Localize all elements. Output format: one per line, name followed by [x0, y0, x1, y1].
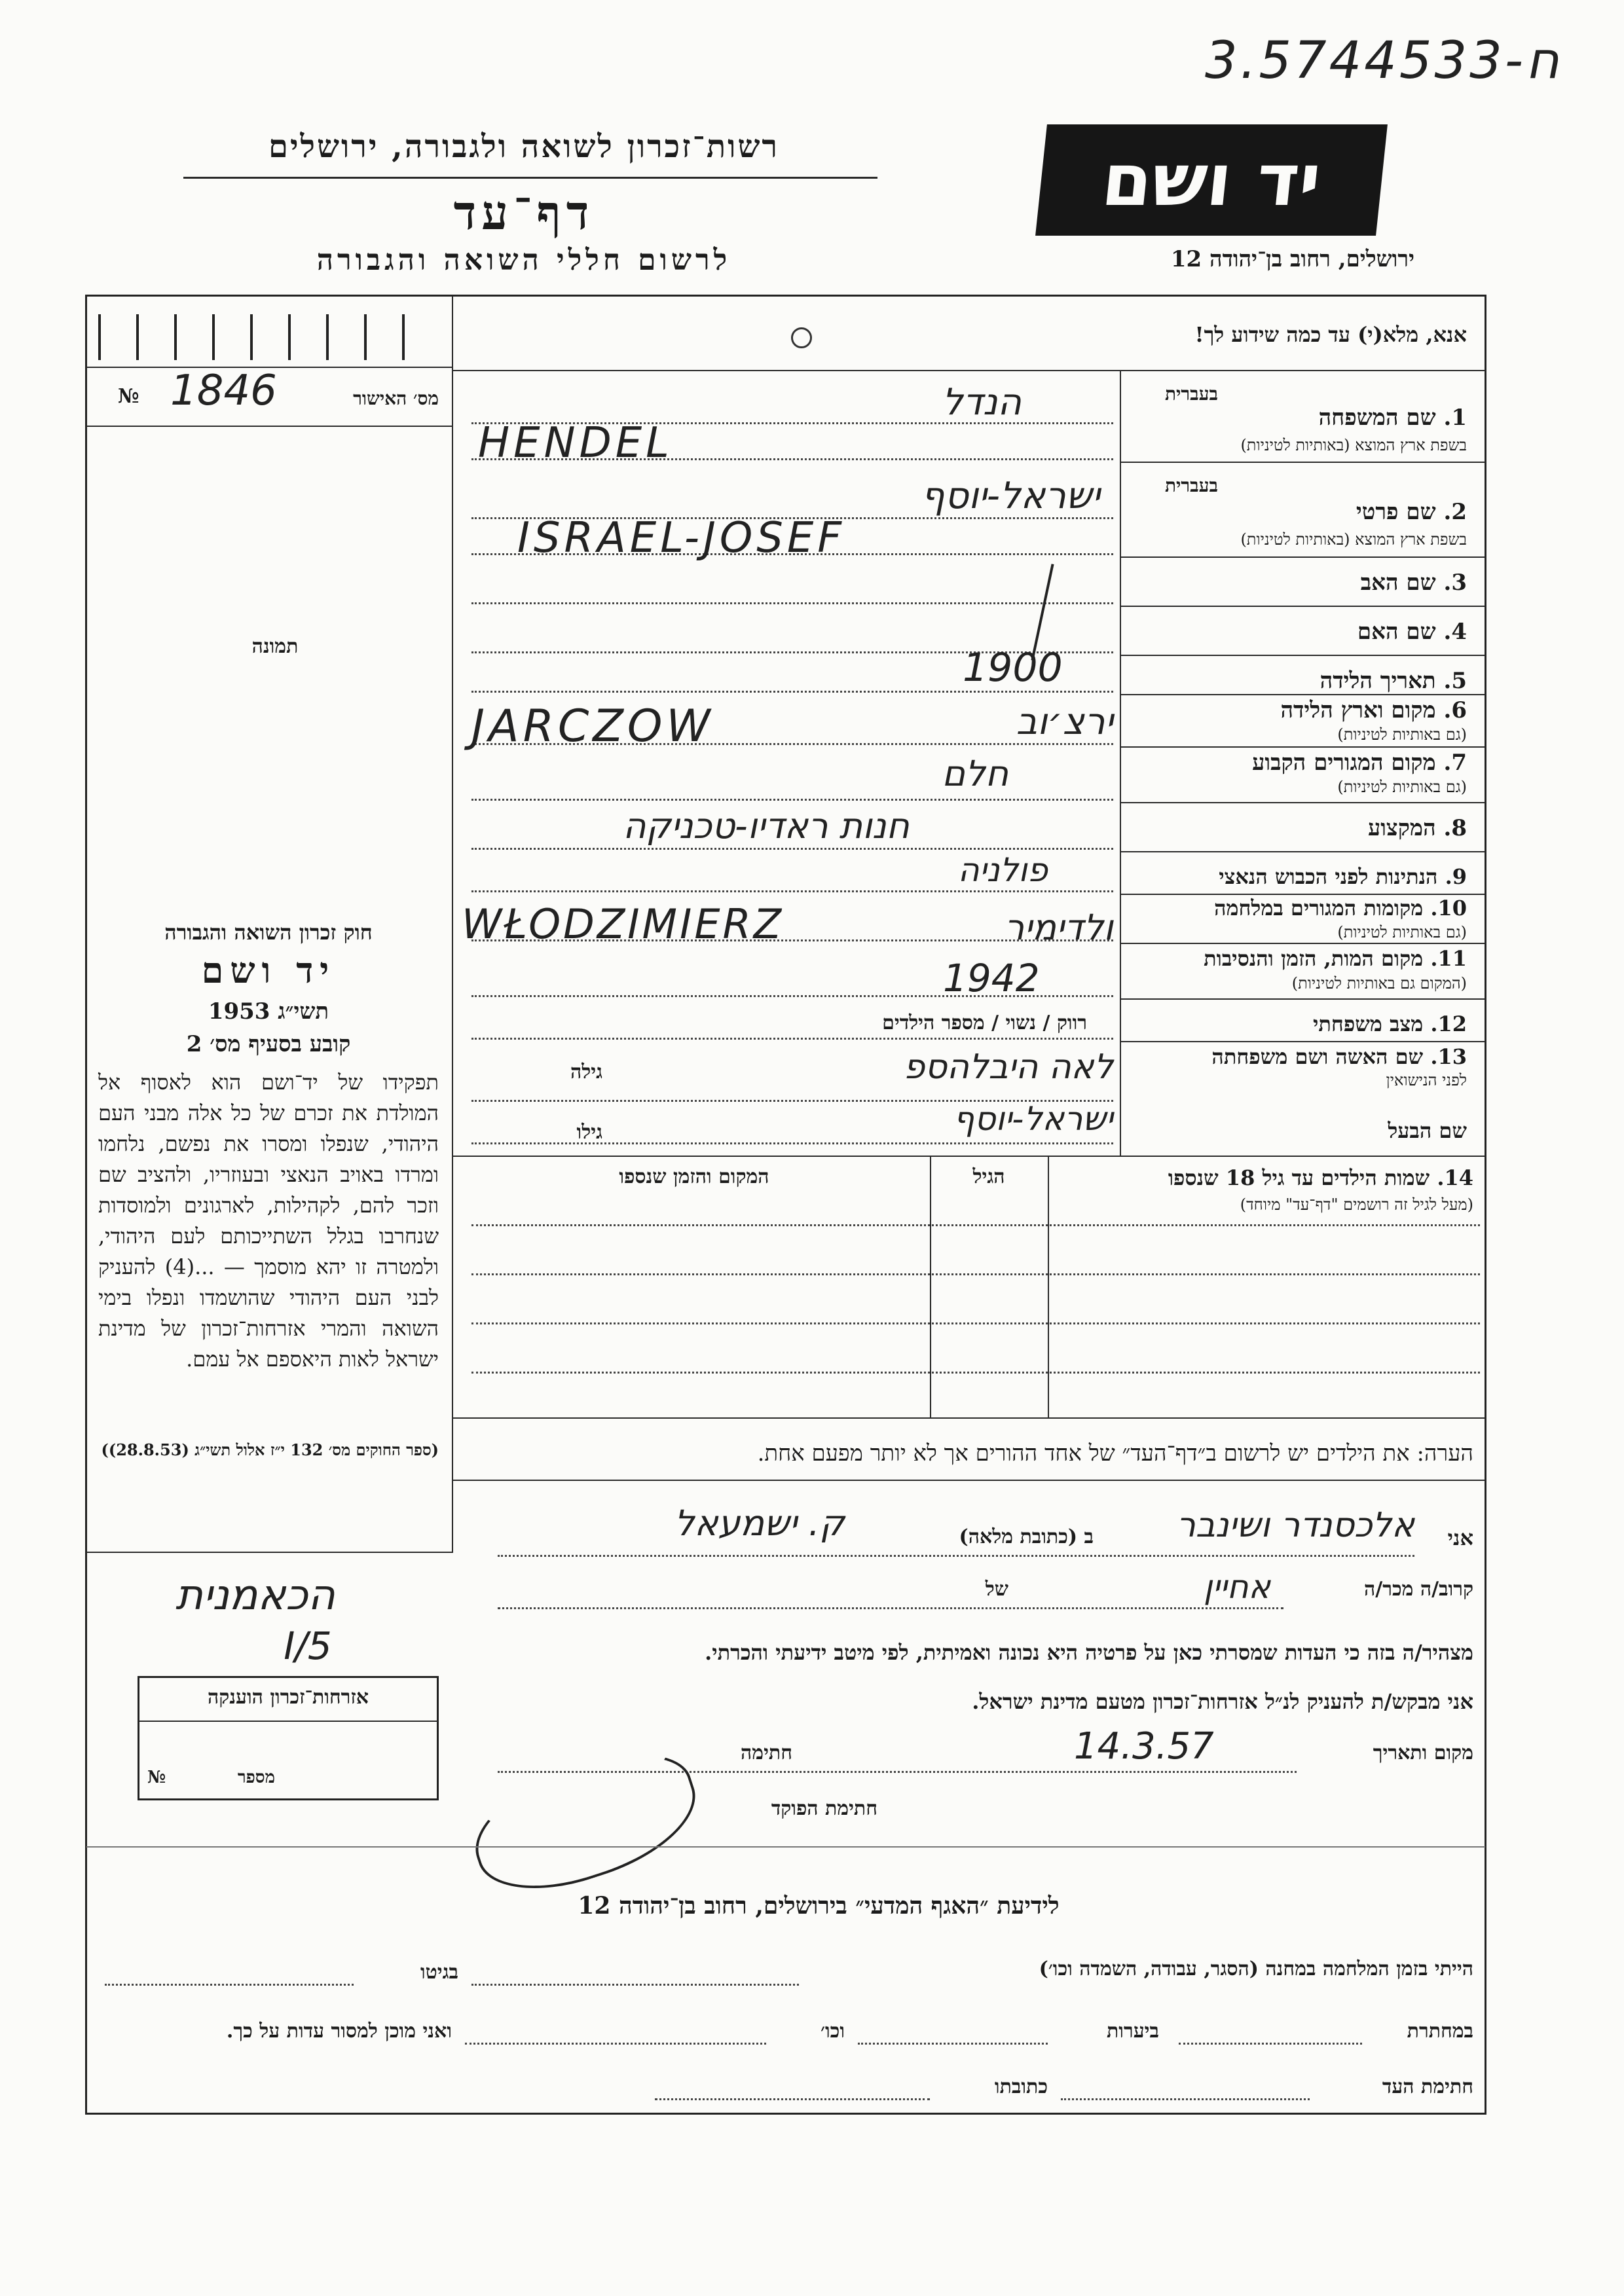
instruction: אנא, מלא(י) עד כמה שידוע לך! — [1194, 322, 1467, 347]
field-10-label: 10. מקומות המגורים במלחמה — [1214, 896, 1467, 920]
official-signature-label: חתימת הפוקד — [771, 1797, 877, 1820]
given-he: ישראל-יוסף — [921, 475, 1100, 517]
law-text: תפקידו של יד־ושם הוא לאסוף אל המולדת את זכרם של כל אלה מבני העם היהודי, שנפלו ומסרו את נפשם, נלחמו ומרדו באויב הנאצי ובעוזריו, ולהציב שם וזכר להם, לקהילות, לארגונים ולמוסדות שנחרבו בגלל השתייכותם לעם היהודי, ולמטרה זו יהא מוסמך — ...(4) להעניק לבני העם היהודי שהושמדו ונפלו בימי השואה והמרי אזרחות־זכרון של מדינת ישראל לאות היאספם אל עמם. — [98, 1070, 439, 1372]
citizenship-box-number: מספר — [237, 1768, 275, 1787]
husband-age-label: גילו — [576, 1121, 602, 1144]
wife-age-label: גילה — [570, 1061, 602, 1084]
approval-label: מס׳ האישור — [353, 388, 439, 409]
footer-notice: לידיעת ״האגף המדעי״ בירושלים, רחוב בן־יהודה 12 — [578, 1892, 1060, 1920]
husband-name: ישראל-יוסף — [953, 1100, 1113, 1138]
footer-line2-c: וכו׳ — [821, 2020, 845, 2043]
handwritten-note: הכאמנית — [175, 1571, 335, 1620]
field-12-label: 12. מצב משפחתי — [1313, 1011, 1467, 1036]
birthplace-lat: JARCZOW — [471, 701, 714, 752]
field-7-label: 7. מקום המגורים הקבוע — [1252, 750, 1467, 776]
hebrew-tag-1: בעברית — [1164, 383, 1218, 405]
note: הערה: את הילדים יש לרשום ב״דף־העד״ של אחד ההורים אך לא יותר מפעם אחת. — [757, 1440, 1473, 1467]
birth-year: 1900 — [963, 645, 1063, 691]
marital-options: רווק / נשוי / מספר הילדים — [882, 1011, 1087, 1034]
tick-strip — [98, 314, 432, 360]
field-6-sub: (גם באותיות לטיניות) — [1337, 725, 1467, 744]
field-11-sub: (המקום גם באותיות לטיניות) — [1291, 974, 1467, 993]
no-symbol: № — [118, 385, 139, 408]
law-name: יד ושם — [201, 949, 336, 991]
hebrew-tag-2: בעברית — [1164, 475, 1218, 496]
surname-lat: HENDEL — [478, 419, 673, 467]
children-age-header: הגיל — [972, 1165, 1005, 1188]
photo-label: תמונה — [251, 635, 299, 658]
logo — [1035, 124, 1388, 236]
footer-line3-b: כתובתו — [994, 2075, 1048, 2098]
field-11-label: 11. מקום המות, הזמן והנסיבות — [1204, 946, 1467, 971]
relation: אחיין — [1203, 1568, 1270, 1606]
field-14-label: 14. שמות הילדים עד גיל 18 שנספו — [1168, 1165, 1473, 1190]
field-2-sub: בשפת ארץ המוצא (באותיות לטיניות) — [1240, 530, 1467, 549]
field-6-label: 6. מקום וארץ הלידה — [1280, 697, 1467, 723]
form-subtitle: לרשום חללי השואה והגבורה — [316, 244, 731, 277]
declare-text: מצהיר/ה בזה כי העדות שמסרתי כאן על פרטיה היא נכונה ואמיתית, לפי מיטב ידיעתי והכרתי. — [705, 1640, 1473, 1665]
surname-he: הנדל — [942, 381, 1022, 424]
given-lat: ISRAEL-JOSEF — [517, 514, 846, 562]
field-4-label: 4. שם האם — [1357, 619, 1467, 645]
citizenship-box-title: אזרחות־זכרון הוענקה — [207, 1686, 369, 1709]
birthplace-he: ירצ׳וב — [1016, 701, 1113, 743]
place-date-label: מקום ותאריך — [1373, 1741, 1473, 1764]
footer-line2-a: במחתרת — [1407, 2020, 1473, 2043]
field-3-label: 3. שם האב — [1360, 570, 1467, 596]
relative-label: קרוב/ה מכר/ה — [1364, 1578, 1473, 1601]
file-number: 3.ח-5744533 — [1205, 31, 1562, 90]
of-label: של — [985, 1578, 1008, 1601]
declarant-name: אלכסנדר ושינבר — [1176, 1506, 1414, 1545]
org-line: רשות־זכרון לשואה ולגבורה, ירושלים — [268, 128, 780, 165]
field-8-label: 8. המקצוע — [1367, 815, 1467, 841]
footer-line2-b: ביערות — [1106, 2020, 1159, 2043]
wartime-lat: WŁODZIMIERZ — [462, 900, 784, 948]
footer-line1-b: בגיטו — [420, 1961, 458, 1984]
field-13-label: 13. שם האשה ושם משפחתה — [1211, 1044, 1467, 1069]
address: ירושלים, רחוב בן־יהודה 12 — [1170, 246, 1414, 272]
field-2-label: 2. שם פרטי — [1356, 499, 1467, 525]
law-year: תשי״ג 1953 — [208, 998, 329, 1025]
handwritten-code: I/5 — [284, 1624, 332, 1668]
law-clause: קובע בסעיף מס׳ 2 — [186, 1031, 351, 1057]
field-13-sub: לפני הנישואין — [1386, 1071, 1467, 1089]
request-text: אני מבקש/ת להעניק לנ״ל אזרחות־זכרון מטעם מדינת ישראל. — [972, 1689, 1473, 1714]
footer-line3-a: חתימת העד — [1382, 2075, 1473, 2098]
death-year: 1942 — [943, 956, 1040, 1000]
husband-label: שם הבעל — [1388, 1118, 1467, 1143]
logo-text: יד ושם — [1098, 138, 1325, 222]
field-1-sub: בשפת ארץ המוצא (באותיות לטיניות) — [1240, 436, 1467, 454]
ani-label: אני — [1447, 1525, 1473, 1550]
field-5-label: 5. תאריך הלידה — [1320, 668, 1467, 694]
field-9-label: 9. הנתינות לפני הכבוש הנאצי — [1219, 864, 1467, 889]
law-source: (ספר החוקים מס׳ 132 י״ז אלול תשי״ג (28.8.53)) — [101, 1440, 439, 1459]
field-14-sub: (מעל לגיל זה רושמים "דף־עד" מיוחד) — [1240, 1195, 1473, 1214]
seal-icon — [791, 327, 812, 348]
place-date: 14.3.57 — [1074, 1725, 1214, 1768]
signature-label: חתימה — [741, 1741, 792, 1764]
approval-number: 1846 — [170, 367, 277, 415]
profession: חנות ראדיו-טכניקה — [623, 805, 910, 847]
residence: חלם — [942, 753, 1008, 794]
children-place-header: המקום והזמן שנספו — [619, 1165, 769, 1188]
declarant-address: ק. ישמעאל — [674, 1503, 845, 1544]
resident-label: ב (כתובת מלאה) — [959, 1525, 1094, 1548]
footer-line1-a: הייתי בזמן המלחמה במחנה (הסגר, עבודה, השמדה וכו׳) — [1039, 1958, 1473, 1980]
law-title: חוק זכרון השואה והגבורה — [164, 920, 373, 945]
form-title: דף־עד — [453, 185, 595, 240]
field-7-sub: (גם באותיות לטיניות) — [1337, 778, 1467, 796]
wartime-he: ולדימיר — [1004, 907, 1113, 948]
field-1-label: 1. שם המשפחה — [1318, 405, 1467, 431]
citizenship-box-no: № — [147, 1768, 166, 1787]
citizenship: פולניה — [957, 851, 1048, 889]
field-10-sub: (גם באותיות לטיניות) — [1337, 923, 1467, 941]
wife-name: לאה היבלהספ — [903, 1048, 1113, 1087]
footer-line2-d: ואני מוכן למסור עדות על כך. — [226, 2020, 452, 2043]
